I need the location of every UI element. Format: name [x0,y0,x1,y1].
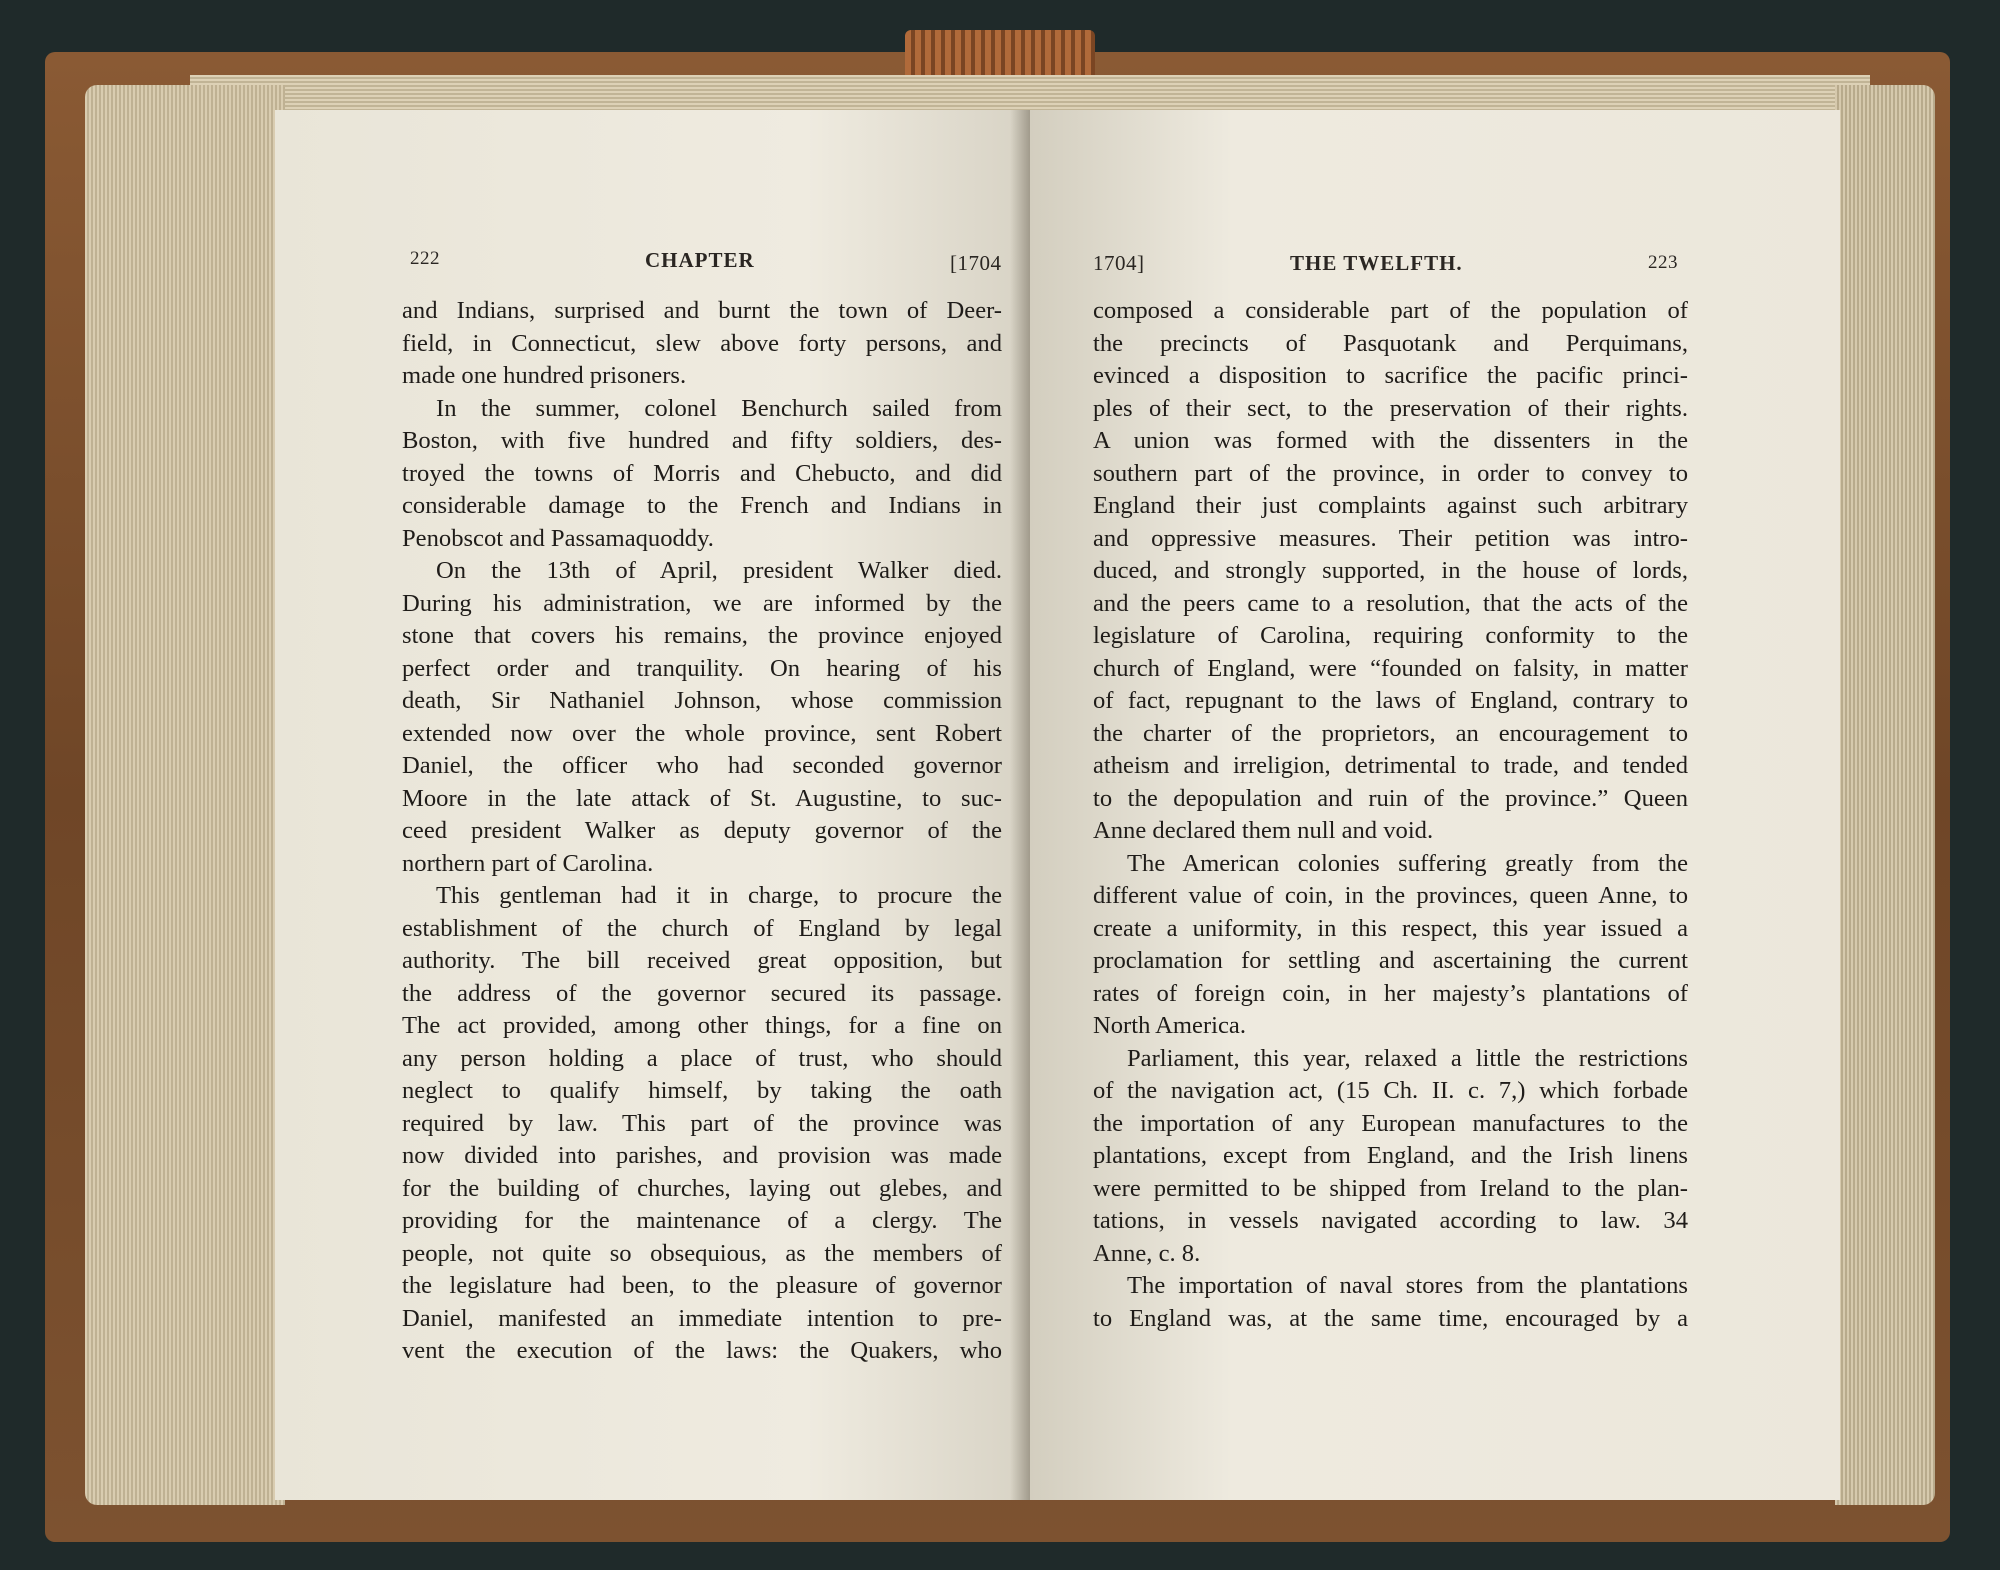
text-line: and Indians, surprised and burnt the town of Deer- [402,297,1002,324]
text-line: On the 13th of April, president Walker died. [436,557,1002,584]
text-line: proclamation for settling and ascertaining the current [1093,947,1688,974]
text-line: people, not quite so obsequious, as the members of [402,1239,1002,1267]
text-line: atheism and irreligion, detrimental to trade, and tended [1093,752,1688,779]
left-page-number: 222 [410,248,440,269]
text-line: were permitted to be shipped from Ireland to the plan- [1093,1174,1688,1202]
text-line: the charter of the proprietors, an encouragement to [1093,719,1688,747]
text-line: evinced a disposition to sacrifice the pacific princi- [1093,362,1688,389]
text-line: to the depopulation and ruin of the province.” Queen [1093,784,1688,812]
left-page-text [402,295,1002,1368]
text-line: North America. [1093,1012,1246,1039]
text-line: of the navigation act, (15 Ch. II. c. 7,) which forbade [1093,1077,1688,1104]
text-line: troyed the towns of Morris and Chebucto, and did [402,459,1002,487]
text-line: for the building of churches, laying out glebes, and [402,1174,1002,1202]
text-line: any person holding a place of trust, who should [402,1044,1002,1072]
text-line: the importation of any European manufactures to the [1093,1109,1688,1137]
text-line: considerable damage to the French and Indians in [402,492,1002,519]
text-line: and the peers came to a resolution, that the acts of the [1093,589,1688,617]
text-line: death, Sir Nathaniel Johnson, whose commission [402,687,1002,714]
text-line: the address of the governor secured its passage. [402,979,1002,1007]
text-line: perfect order and tranquility. On hearing of his [402,654,1002,682]
text-line: required by law. This part of the province was [402,1109,1002,1137]
page-edges-right [1835,85,1935,1505]
text-line: In the summer, colonel Benchurch sailed from [436,394,1002,422]
page-edges-top [190,75,1870,115]
right-year-marker: 1704] [1093,251,1145,275]
text-line: rates of foreign coin, in her majesty’s plantations of [1093,979,1688,1007]
text-line: Daniel, the officer who had seconded governor [402,752,1002,779]
text-line: to England was, at the same time, encouraged by a [1093,1304,1688,1332]
page-edges-left [85,85,285,1505]
text-line: and oppressive measures. Their petition was intro- [1093,524,1688,552]
text-line: establishment of the church of England by legal [402,914,1002,942]
text-line: field, in Connecticut, slew above forty persons, and [402,329,1002,357]
text-line: Anne declared them null and void. [1093,817,1434,844]
text-line: This gentleman had it in charge, to procure the [436,882,1002,909]
text-line: authority. The bill received great opposition, but [402,947,1002,974]
text-line: ples of their sect, to the preservation of their rights. [1093,394,1688,422]
text-line: the precincts of Pasquotank and Perquimans, [1093,329,1688,357]
text-line: southern part of the province, in order to convey to [1093,459,1688,487]
text-line: the legislature had been, to the pleasure of governor [402,1272,1002,1299]
text-line: The act provided, among other things, for a fine on [402,1012,1002,1039]
text-line: Boston, with five hundred and fifty soldiers, des- [402,427,1002,454]
text-line: composed a considerable part of the population of [1093,297,1688,324]
text-line: The importation of naval stores from the plantations [1127,1272,1688,1299]
text-line: duced, and strongly supported, in the house of lords, [1093,557,1688,584]
text-line: England their just complaints against such arbitrary [1093,492,1688,519]
text-line: The American colonies suffering greatly from the [1127,849,1688,877]
text-line: now divided into parishes, and provision was made [402,1142,1002,1169]
text-line: extended now over the whole province, sent Robert [402,719,1002,747]
left-running-title: CHAPTER [645,248,755,272]
text-line: Daniel, manifested an immediate intention to pre- [402,1304,1002,1332]
text-line: church of England, were “founded on falsity, in matter [1093,654,1688,682]
text-line: Penobscot and Passamaquoddy. [402,524,714,552]
text-line: legislature of Carolina, requiring conformity to the [1093,622,1688,649]
text-line: different value of coin, in the provinces, queen Anne, to [1093,882,1688,909]
text-line: Moore in the late attack of St. Augustine, to suc- [402,784,1002,812]
text-line: create a uniformity, in this respect, this year issued a [1093,914,1688,942]
text-line: During his administration, we are informed by the [402,589,1002,617]
right-running-title: THE TWELFTH. [1290,251,1463,275]
text-line: providing for the maintenance of a clergy. The [402,1207,1002,1234]
text-line: tations, in vessels navigated according to law. 34 [1093,1207,1688,1234]
text-line: Parliament, this year, relaxed a little the restrictions [1127,1044,1688,1072]
left-year-marker: [1704 [950,251,1002,275]
text-line: Anne, c. 8. [1093,1239,1201,1267]
text-line: vent the execution of the laws: the Quakers, who [402,1337,1002,1364]
right-page-text [1093,295,1688,1335]
text-line: A union was formed with the dissenters in the [1093,427,1688,454]
text-line: neglect to qualify himself, by taking the oath [402,1077,1002,1104]
text-line: made one hundred prisoners. [402,362,687,389]
text-line: plantations, except from England, and the Irish linens [1093,1142,1688,1169]
text-line: northern part of Carolina. [402,849,654,877]
text-line: ceed president Walker as deputy governor of the [402,817,1002,844]
text-line: of fact, repugnant to the laws of England, contrary to [1093,687,1688,714]
right-page-number: 223 [1648,252,1678,273]
text-line: stone that covers his remains, the province enjoyed [402,622,1002,649]
